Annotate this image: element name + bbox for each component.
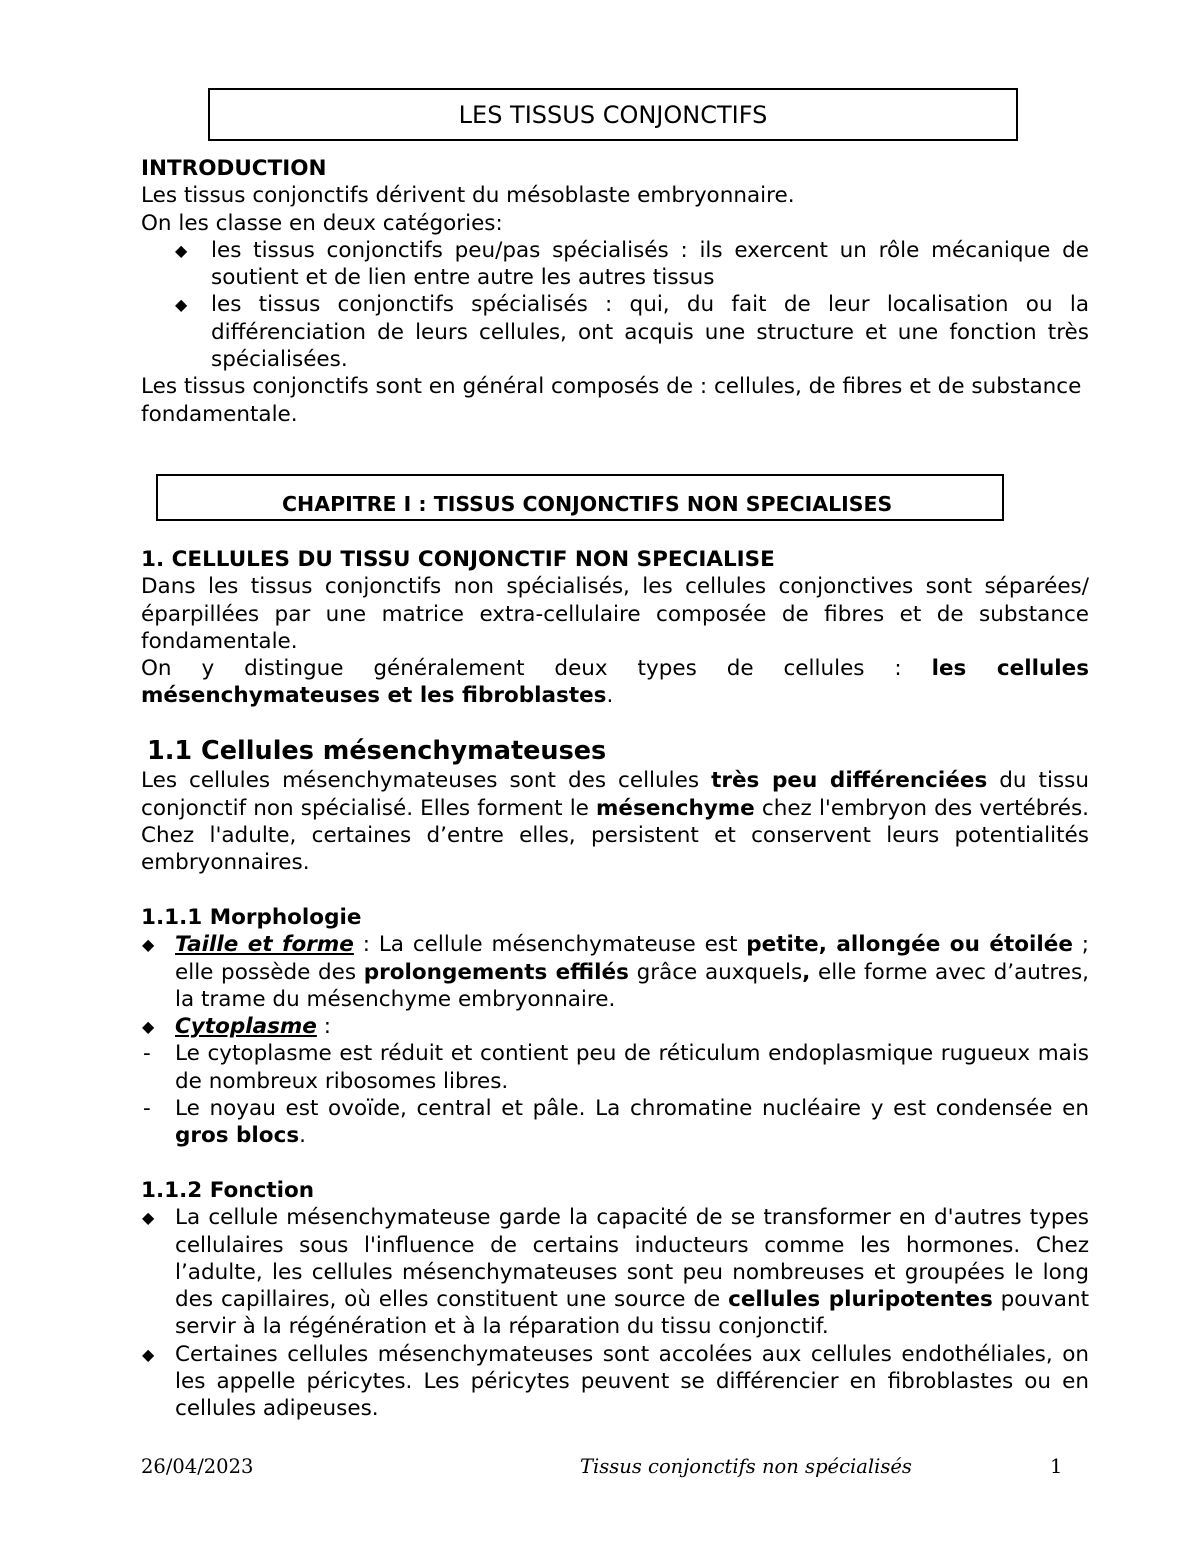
section-1-paragraph-2	[141, 655, 1089, 710]
intro-line-1: Les tissus conjonctifs dérivent du mésoblaste embryonnaire.	[141, 183, 795, 209]
list-item	[141, 1204, 1089, 1340]
list-item	[141, 1013, 1089, 1040]
morphologie-list	[141, 931, 1089, 1040]
fonction-section	[141, 1177, 1089, 1423]
diamond-bullet-icon: ◆	[142, 1208, 155, 1228]
text-run: .	[606, 683, 614, 709]
introduction-heading: INTRODUCTION	[141, 156, 327, 181]
diamond-bullet-icon: ◆	[175, 240, 188, 260]
text-run: grâce auxquels	[628, 959, 803, 985]
list-item	[141, 931, 1089, 1013]
text-run: : La cellule mésenchymateuse est	[353, 932, 747, 958]
section-1-paragraph-1: Dans les tissus conjonctifs non spécialisés, les cellules conjonctives sont séparées/ éparpillées par une matrice extra-cellulaire composée de fibres et de substance fondamentale.	[141, 574, 1089, 654]
list-item	[141, 1040, 1089, 1095]
diamond-bullet-icon: ◆	[142, 1017, 155, 1037]
document-title: LES TISSUS CONJONCTIFS	[208, 88, 1018, 141]
page-number: 1	[1050, 1455, 1063, 1478]
text-run: La cellule mésenchymateuse garde la capacité de se transformer en d'autres types cellulaires sous l'influence de certains inducteurs comme les hormones. Chez l’adulte, les cellules mésenchymateuses sont peu nombreuses et groupées le long des capillaires, où elles constituent une source de	[175, 1205, 1089, 1313]
text-run: :	[316, 1014, 331, 1040]
list-item	[141, 1341, 1089, 1423]
bold-run: ,	[802, 959, 811, 985]
list-item	[141, 291, 1089, 373]
bold-run: cellules pluripotentes	[728, 1287, 993, 1313]
bold-run: très peu différenciées	[711, 768, 988, 794]
diamond-bullet-icon: ◆	[142, 1344, 155, 1364]
chapter-title: CHAPITRE I : TISSUS CONJONCTIFS NON SPECIALISES	[282, 492, 893, 516]
intro-line-2: On les classe en deux catégories:	[141, 210, 503, 236]
cytoplasme-list	[141, 1040, 1089, 1149]
dash-bullet-icon: -	[143, 1041, 151, 1067]
introduction-section	[141, 155, 1089, 428]
intro-bullet-text: les tissus conjonctifs spécialisés : qui, du fait de leur localisation ou la différenciation de leurs cellules, ont acquis une structure et une fonction très spécialisées.	[211, 292, 1089, 373]
text-run: Le cytoplasme est réduit et contient peu de réticulum endoplasmique rugueux mais de nombreux ribosomes libres.	[175, 1041, 1089, 1094]
underlined-label: Cytoplasme	[175, 1014, 317, 1040]
underlined-label: Taille et forme	[175, 932, 354, 958]
section-1-1	[141, 738, 1089, 876]
morphologie-section	[141, 904, 1089, 1150]
morphologie-heading: 1.1.1 Morphologie	[141, 905, 362, 930]
section-1-1-paragraph	[141, 767, 1089, 876]
footer-title: Tissus conjonctifs non spécialisés	[580, 1455, 912, 1478]
diamond-bullet-icon: ◆	[175, 295, 188, 315]
text-run: .	[299, 1123, 306, 1149]
intro-bullet-list	[141, 237, 1089, 373]
section-1	[141, 546, 1089, 710]
bold-run: prolongements effilés	[363, 959, 629, 985]
text-run: On y distingue généralement deux types de cellules :	[141, 656, 932, 682]
text-run: pouvant servir à la régénération et à la réparation du tissu conjonctif.	[175, 1287, 1090, 1340]
text-run: chez l'embryon des vertébrés. Chez l'adulte, certaines d’entre elles, persistent et conservent leurs potentialités embryonnaires.	[141, 795, 1089, 876]
diamond-bullet-icon: ◆	[142, 935, 155, 955]
text-run: du tissu conjonctif non spécialisé. Elles forment le	[141, 768, 1089, 821]
bold-run: les cellules mésenchymateuses et les fibroblastes	[141, 656, 1090, 709]
list-item	[141, 1095, 1089, 1150]
section-1-heading: 1. CELLULES DU TISSU CONJONCTIF NON SPECIALISE	[141, 547, 775, 572]
list-item	[141, 237, 1089, 292]
bold-run: gros blocs	[175, 1123, 300, 1149]
fonction-list	[141, 1204, 1089, 1422]
bold-run: mésenchyme	[596, 795, 755, 821]
footer-date: 26/04/2023	[141, 1455, 254, 1478]
bold-run: petite, allongée ou étoilée	[746, 932, 1073, 958]
chapter-title-box	[156, 474, 1004, 521]
dash-bullet-icon: -	[143, 1096, 151, 1122]
text-run: Certaines cellules mésenchymateuses sont accolées aux cellules endothéliales, on les appelle péricytes. Les péricytes peuvent se différencier en fibroblastes ou en cellules adipeuses.	[175, 1341, 1089, 1422]
fonction-heading: 1.1.2 Fonction	[141, 1178, 315, 1203]
text-run: ; elle possède des	[175, 932, 1089, 985]
section-1-1-heading: 1.1 Cellules mésenchymateuses	[147, 736, 607, 766]
intro-closing: Les tissus conjonctifs sont en général composés de : cellules, de fibres et de substance fondamentale.	[141, 374, 1082, 427]
intro-bullet-text: les tissus conjonctifs peu/pas spécialisés : ils exercent un rôle mécanique de soutient et de lien entre autre les autres tissus	[211, 237, 1089, 291]
text-run: Les cellules mésenchymateuses sont des cellules	[141, 768, 712, 794]
text-run: elle forme avec d’autres, la trame du mésenchyme embryonnaire.	[175, 959, 1089, 1012]
text-run: Le noyau est ovoïde, central et pâle. La chromatine nucléaire y est condensée en	[175, 1096, 1089, 1122]
